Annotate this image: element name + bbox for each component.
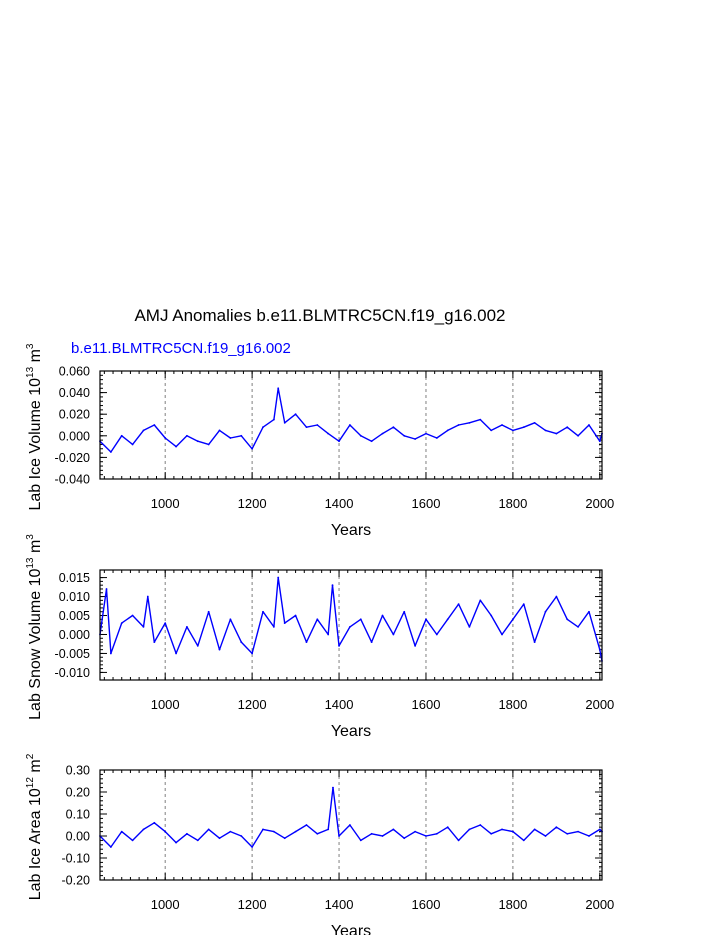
data-point <box>599 440 601 442</box>
y-axis-label <box>25 753 44 900</box>
y-tick-label: -0.005 <box>54 646 90 661</box>
x-tick-label: 1400 <box>324 697 354 712</box>
data-point <box>490 430 492 432</box>
data-point <box>164 831 166 833</box>
data-point <box>414 831 416 833</box>
y-axis-label-part: Lab Snow Volume 10 <box>27 568 44 720</box>
series-line <box>100 388 602 452</box>
data-point <box>469 422 471 424</box>
data-point <box>371 833 373 835</box>
data-point <box>338 645 340 647</box>
data-point <box>392 829 394 831</box>
x-tick-label: 1000 <box>150 496 180 511</box>
data-point <box>208 829 210 831</box>
y-tick-label: -0.10 <box>61 851 90 866</box>
data-point <box>479 419 481 421</box>
data-point <box>316 833 318 835</box>
x-axis-label: Years <box>330 923 372 935</box>
y-axis-label-part: 3 <box>25 534 36 540</box>
data-point <box>545 430 547 432</box>
data-point <box>436 437 438 439</box>
y-axis-label-part: m <box>27 349 44 367</box>
data-point <box>338 835 340 837</box>
data-point <box>555 433 557 435</box>
y-tick-label: 0.060 <box>58 364 90 379</box>
data-point <box>251 846 253 848</box>
data-point <box>512 430 514 432</box>
data-point <box>545 835 547 837</box>
data-point <box>153 641 155 643</box>
data-point <box>240 641 242 643</box>
data-point <box>186 435 188 437</box>
data-point <box>436 833 438 835</box>
x-tick-label: 1800 <box>498 897 528 912</box>
data-point <box>512 618 514 620</box>
data-point <box>327 634 329 636</box>
data-point <box>110 846 112 848</box>
x-tick-label: 1600 <box>411 897 441 912</box>
y-tick-label: 0.020 <box>58 407 90 422</box>
data-point <box>479 599 481 601</box>
panel-1 <box>25 343 614 539</box>
x-tick-label: 1200 <box>237 496 267 511</box>
data-point <box>371 641 373 643</box>
data-point <box>273 419 275 421</box>
data-point <box>110 451 112 453</box>
data-point <box>599 829 601 831</box>
data-point <box>197 645 199 647</box>
data-point <box>229 437 231 439</box>
data-point <box>284 622 286 624</box>
data-point <box>121 831 123 833</box>
y-axis-label <box>25 343 44 510</box>
data-point <box>295 615 297 617</box>
data-point <box>523 426 525 428</box>
data-point <box>332 787 334 789</box>
data-point <box>262 829 264 831</box>
data-point <box>219 837 221 839</box>
data-point <box>121 435 123 437</box>
y-tick-label: 0.00 <box>65 829 90 844</box>
x-tick-label: 1200 <box>237 897 267 912</box>
data-point <box>577 831 579 833</box>
y-tick-label: 0.30 <box>65 763 90 778</box>
y-tick-label: 0.005 <box>58 609 90 624</box>
data-point <box>316 618 318 620</box>
data-point <box>306 641 308 643</box>
data-point <box>382 615 384 617</box>
data-point <box>143 829 145 831</box>
x-tick-label: 2000 <box>585 697 615 712</box>
data-point <box>262 611 264 613</box>
y-tick-label: 0.10 <box>65 807 90 822</box>
data-point <box>534 829 536 831</box>
data-point <box>106 588 108 590</box>
data-point <box>469 626 471 628</box>
y-axis-label-part: 2 <box>25 753 36 760</box>
data-point <box>306 426 308 428</box>
y-axis-label-part: Lab Ice Volume 10 <box>27 377 44 511</box>
y-tick-label: 0.000 <box>58 429 90 444</box>
data-point <box>153 424 155 426</box>
data-point <box>371 440 373 442</box>
data-point <box>501 634 503 636</box>
x-tick-label: 1200 <box>237 697 267 712</box>
series-line <box>100 578 602 661</box>
x-tick-label: 1400 <box>324 496 354 511</box>
x-tick-label: 1800 <box>498 697 528 712</box>
data-point <box>414 438 416 440</box>
data-point <box>295 413 297 415</box>
data-point <box>534 641 536 643</box>
data-point <box>251 448 253 450</box>
y-axis-label-part: m <box>27 759 44 778</box>
data-point <box>360 618 362 620</box>
y-tick-label: 0.20 <box>65 785 90 800</box>
x-tick-label: 1600 <box>411 697 441 712</box>
data-point <box>277 387 279 389</box>
data-point <box>273 831 275 833</box>
data-point <box>332 584 334 586</box>
x-tick-label: 2000 <box>585 496 615 511</box>
data-point <box>208 444 210 446</box>
data-point <box>240 435 242 437</box>
data-point <box>132 615 134 617</box>
data-point <box>555 596 557 598</box>
y-tick-label: -0.040 <box>54 472 90 487</box>
data-point <box>175 653 177 655</box>
data-point <box>501 829 503 831</box>
data-point <box>273 626 275 628</box>
x-tick-label: 1000 <box>150 697 180 712</box>
data-point <box>392 426 394 428</box>
data-point <box>523 840 525 842</box>
data-point <box>349 424 351 426</box>
data-point <box>132 840 134 842</box>
y-axis-label-part: Lab Ice Area 10 <box>27 788 44 901</box>
x-tick-label: 1600 <box>411 496 441 511</box>
data-point <box>110 653 112 655</box>
x-tick-label: 1400 <box>324 897 354 912</box>
data-point <box>458 424 460 426</box>
plot-frame <box>100 570 602 680</box>
data-point <box>208 611 210 613</box>
data-point <box>447 618 449 620</box>
data-point <box>262 426 264 428</box>
y-axis-label-part: 13 <box>25 366 36 378</box>
data-point <box>360 840 362 842</box>
x-axis-label: Years <box>330 522 372 539</box>
data-point <box>164 622 166 624</box>
y-tick-label: 0.015 <box>58 571 90 586</box>
panels <box>25 343 614 935</box>
data-point <box>555 826 557 828</box>
y-tick-label: 0.000 <box>58 627 90 642</box>
plot-frame <box>100 770 602 880</box>
data-point <box>458 603 460 605</box>
x-tick-label: 1800 <box>498 496 528 511</box>
y-axis-label-part: 12 <box>25 777 36 789</box>
x-axis-label: Years <box>330 723 372 740</box>
data-point <box>566 618 568 620</box>
data-point <box>295 831 297 833</box>
data-point <box>534 422 536 424</box>
data-point <box>219 430 221 432</box>
y-axis-label-part: m <box>27 539 44 558</box>
data-point <box>175 446 177 448</box>
data-point <box>599 649 601 651</box>
data-point <box>588 424 590 426</box>
data-point <box>143 430 145 432</box>
data-point <box>132 444 134 446</box>
y-axis-label-part: 3 <box>25 343 36 350</box>
subtitle: b.e11.BLMTRC5CN.f19_g16.002 <box>71 340 291 357</box>
data-point <box>425 835 427 837</box>
main-title: AMJ Anomalies b.e11.BLMTRC5CN.f19_g16.002 <box>134 306 506 325</box>
data-point <box>588 835 590 837</box>
data-point <box>121 622 123 624</box>
data-point <box>284 422 286 424</box>
data-point <box>316 424 318 426</box>
data-point <box>349 626 351 628</box>
data-point <box>153 822 155 824</box>
data-point <box>436 634 438 636</box>
data-point <box>327 829 329 831</box>
data-point <box>425 618 427 620</box>
x-tick-label: 2000 <box>585 897 615 912</box>
data-point <box>240 835 242 837</box>
y-tick-label: -0.020 <box>54 450 90 465</box>
data-point <box>479 824 481 826</box>
data-point <box>251 653 253 655</box>
data-point <box>545 611 547 613</box>
y-tick-label: -0.010 <box>54 665 90 680</box>
data-point <box>469 829 471 831</box>
y-axis-label-part: 13 <box>25 557 36 569</box>
data-point <box>566 426 568 428</box>
y-tick-label: -0.20 <box>61 873 90 888</box>
y-tick-label: 0.040 <box>58 386 90 401</box>
data-point <box>338 440 340 442</box>
data-point <box>588 611 590 613</box>
data-point <box>566 833 568 835</box>
panel-2 <box>25 534 614 740</box>
data-point <box>447 430 449 432</box>
data-point <box>382 835 384 837</box>
data-point <box>577 435 579 437</box>
data-point <box>360 435 362 437</box>
data-point <box>458 840 460 842</box>
data-point <box>403 837 405 839</box>
y-tick-label: 0.010 <box>58 590 90 605</box>
data-point <box>219 649 221 651</box>
data-point <box>490 615 492 617</box>
plot-frame <box>100 371 602 479</box>
data-point <box>277 577 279 579</box>
data-point <box>143 626 145 628</box>
data-point <box>229 618 231 620</box>
data-point <box>229 831 231 833</box>
panel-3 <box>25 753 614 935</box>
data-point <box>392 634 394 636</box>
data-point <box>197 440 199 442</box>
data-point <box>197 840 199 842</box>
data-point <box>501 424 503 426</box>
data-point <box>382 433 384 435</box>
series-line <box>100 788 602 847</box>
data-point <box>186 626 188 628</box>
data-point <box>414 645 416 647</box>
data-point <box>147 596 149 598</box>
data-point <box>403 435 405 437</box>
data-point <box>447 826 449 828</box>
x-tick-label: 1000 <box>150 897 180 912</box>
data-point <box>175 842 177 844</box>
y-axis-label <box>25 534 44 720</box>
data-point <box>327 433 329 435</box>
data-point <box>349 824 351 826</box>
data-point <box>164 437 166 439</box>
data-point <box>512 831 514 833</box>
data-point <box>577 626 579 628</box>
data-point <box>186 833 188 835</box>
data-point <box>523 603 525 605</box>
data-point <box>425 433 427 435</box>
data-point <box>284 837 286 839</box>
data-point <box>306 824 308 826</box>
data-point <box>403 611 405 613</box>
data-point <box>490 833 492 835</box>
